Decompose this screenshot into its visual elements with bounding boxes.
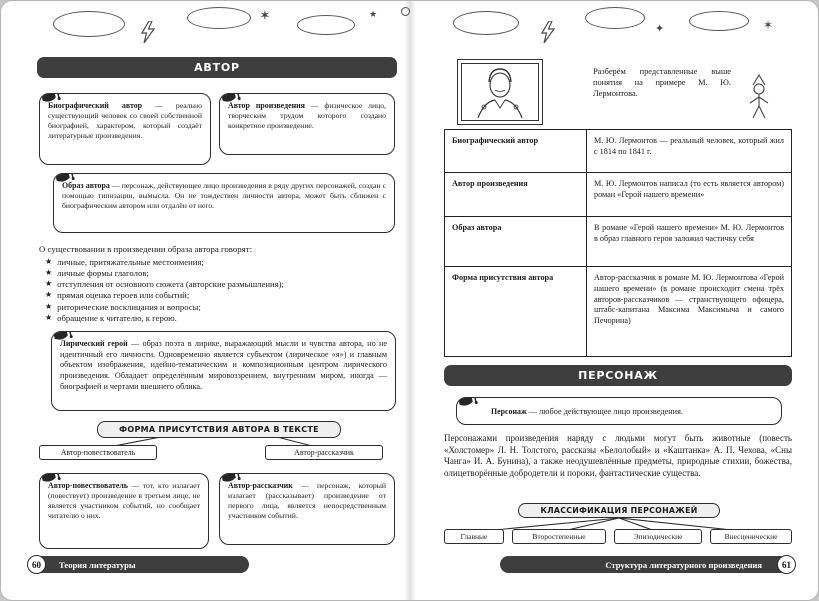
section-banner-character: ПЕРСОНАЖ <box>444 365 792 386</box>
table-def: М. Ю. Лермонтов — реальный человек, который жил с 1814 по 1841 г. <box>594 136 784 156</box>
star-doodle: ✶ <box>763 18 774 32</box>
classification-banner: КЛАССИФИКАЦИЯ ПЕРСОНАЖЕЙ <box>518 503 720 518</box>
table-row <box>445 216 791 266</box>
definition-box-bio-author <box>39 93 211 165</box>
table-term: Биографический автор <box>445 130 587 172</box>
star-bullet-icon: ★ <box>45 290 53 300</box>
star-doodle: ★ <box>369 10 378 20</box>
list-item: ★ личные, притяжательные местоимения; <box>45 257 204 267</box>
footer-right-label: Структура литературного произведения <box>605 559 762 570</box>
definition-text: Автор произведения — физическое лицо, творческим трудом которого создано конкретное произведение. <box>228 101 386 131</box>
class-node-secondary: Второстепенные <box>512 529 606 544</box>
lermontov-portrait <box>472 66 528 118</box>
table-row <box>445 266 791 356</box>
class-node-main: Главные <box>444 529 504 544</box>
table-row <box>445 172 791 216</box>
star-bullet-icon: ★ <box>45 257 53 266</box>
star-bullet-icon: ★ <box>45 279 53 289</box>
aside-note: Разберём представленные выше понятия на примере М. Ю. Лермонтова. <box>593 67 731 98</box>
definition-box-work-author <box>219 93 395 155</box>
jester-doodle <box>743 73 775 121</box>
list-item: ★ личные формы глаголов; <box>45 268 149 279</box>
characters-paragraph: Персонажами произведения наряду с людьми могут быть животные (повесть «Холстомер» Л. Н. Толстого, рассказы «Белолобый» и «Каштанка» А. П. Чехова, «Сны Чанга» И. А. Бунина), а также неодушевлённые предметы, природные стихии, божества, олицетворённые добродетели и пороки, фантастические существа. <box>444 433 792 479</box>
page-number-right: 61 <box>777 555 796 574</box>
lermontov-portrait-frame <box>457 59 543 125</box>
footer-left-label: Теория литературы <box>59 559 136 570</box>
definition-text: Автор-рассказчик — персонаж, который излагает (рассказывает) произведение от первого лица, является непосредственным участником событий. <box>228 481 386 521</box>
definition-text: Биографический автор — реально существующий человек со своей собственной биографией, характером, который создаёт литературные произведения. <box>48 101 202 141</box>
list-item: ★ прямая оценка героев или событий; <box>45 290 190 301</box>
list-item: ★ отступления от основного сюжета (авторские размышления); <box>45 279 284 290</box>
graduation-cap-icon <box>456 397 482 412</box>
class-node-offstage: Внесценические <box>710 529 792 544</box>
star-doodle: ✦ <box>655 22 665 35</box>
list-item: ★ риторические восклицания и вопросы; <box>45 301 201 312</box>
star-bullet-icon: ★ <box>45 312 53 322</box>
definition-box-narrator <box>39 473 209 549</box>
definition-text: Автор-повествователь — тот, кто излагает (повествует) произведение в третьем лице, не является участником событий, но сообщает читателю о них. <box>48 481 200 521</box>
definition-text: Персонаж — любое действующее лицо произведения. <box>491 406 683 416</box>
list-item: ★ обращение к читателю, к герою. <box>45 312 177 323</box>
book-gutter <box>404 1 416 600</box>
definition-box-lyric-hero <box>51 331 396 411</box>
section-banner-author: АВТОР <box>37 57 397 78</box>
footer-right <box>500 556 792 573</box>
star-doodle: ✶ <box>259 8 271 24</box>
signs-list <box>45 257 397 324</box>
table-term: Автор произведения <box>445 173 587 216</box>
table-def: В романе «Герой нашего времени» М. Ю. Лермонтов в образ главного героя заложил частичку себя <box>594 223 784 243</box>
lermontov-table <box>444 129 792 357</box>
table-row <box>445 130 791 172</box>
star-bullet-icon: ★ <box>45 301 53 311</box>
class-node-episodic: Эпизодические <box>614 529 702 544</box>
signs-intro: О существовании в произведении образа автора говорят: <box>39 244 253 254</box>
table-term: Форма присутствия автора <box>445 267 587 356</box>
node-author-narrator: Автор-повествователь <box>39 445 157 460</box>
table-term: Образ автора <box>445 217 587 266</box>
definition-text: Образ автора — персонаж, действующее лицо произведения в ряду других персонажей, создан с помощью типизации, вымысла. Он не тождествен личности автора, может быть сближен с биографическим автором или отдалён от него. <box>62 181 386 211</box>
footer-left <box>31 556 249 573</box>
node-author-storyteller: Автор-рассказчик <box>265 445 383 460</box>
table-def: Автор-рассказчик в романе М. Ю. Лермонтова «Герой нашего времени» (в романе происходит смена трёх авторов-рассказчиков — странствующего офицера, штабс-капитана Максима Максимыча и самого Печорина) <box>594 273 784 326</box>
definition-box-storyteller <box>219 473 395 545</box>
definition-box-character <box>456 397 782 425</box>
form-of-presence-banner: ФОРМА ПРИСУТСТВИЯ АВТОРА В ТЕКСТЕ <box>97 421 341 438</box>
definition-text: Лирический герой — образ поэта в лирике, выражающий мысли и чувства автора, но не идентичный его личности. Одновременно является субъектом (лирическое «я») и главным объектом изображения, идейно-тематическим и композиционным центром лирического произведения. Обладает определённым мировоззрением, внутренним миром, иногда — биографией и чертами внешнего облика. <box>60 339 387 391</box>
table-def: М. Ю. Лермонтов написал (то есть является автором) роман «Герой нашего времени» <box>594 179 784 199</box>
definition-box-author-image <box>53 173 395 233</box>
star-bullet-icon: ★ <box>45 268 53 278</box>
page-number-left: 60 <box>27 555 46 574</box>
